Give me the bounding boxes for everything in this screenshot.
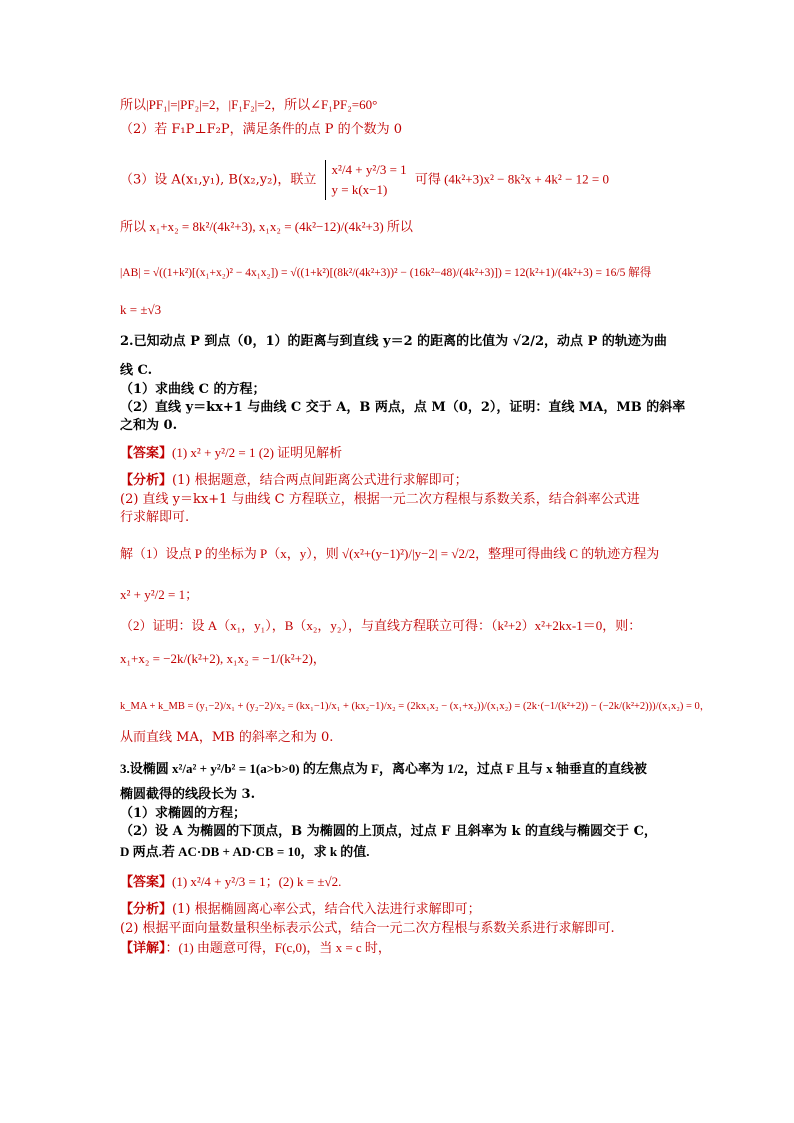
system-eq-1: x²/4 + y²/3 = 1 [331, 162, 407, 177]
text-span: （1）求椭圆的方程； [120, 806, 247, 821]
text-span: （1）求曲线 C 的方程； [120, 382, 266, 397]
detail-text: ：(1) 由题意可得，F(c,0)，当 x = c 时， [165, 940, 391, 955]
text-line [120, 160, 609, 200]
solution-2-line [120, 650, 326, 669]
analysis-3 [120, 901, 481, 919]
analysis-2-line [120, 509, 189, 527]
solution-text: x² + y²/2 = 1； [120, 587, 199, 602]
text-span: D 两点.若 AC·DB + AD·CB = 10，求 k 的值. [120, 844, 370, 859]
answer-text: (1) x² + y²/2 = 1 (2) 证明见解析 [172, 445, 343, 460]
answer-tag: 【答案】 [120, 875, 173, 890]
math-expression: 所以|PF₁|=|PF₂|=2，|F₁F₂|=2，所以∠F₁PF₂=60° [120, 97, 378, 112]
problem-2-q1 [120, 381, 265, 399]
analysis-2-line [120, 491, 640, 509]
analysis-text: (2) 根据平面向量数量积坐标表示公式，结合一元二次方程根与系数关系进行求解即可. [120, 921, 615, 936]
analysis-text: (1) 根据椭圆离心率公式，结合代入法进行求解即可； [172, 902, 481, 917]
solution-text: （2）证明：设 A（x₁，y₁），B（x₂，y₂），与直线方程联立可得：（k²+2）x²+2kx-1＝0，则： [120, 618, 642, 633]
analysis-text: (1) 根据题意，结合两点间距离公式进行求解即可； [172, 473, 468, 488]
analysis-tag: 【分析】 [120, 902, 173, 917]
text-line [120, 121, 402, 139]
text-span: 2.已知动点 P 到点（0，1）的距离与到直线 y＝2 的距离的比值为 √2/2，动点 P 的轨迹为曲 [120, 334, 667, 349]
math-expression: k = ±√3 [120, 302, 162, 317]
text-span: 线 C. [120, 363, 153, 378]
solution-text: k_MA + k_MB = (y₁−2)/x₁ + (y₂−2)/x₂ = (kx₁−1)/x₁ + (kx₂−1)/x₂ = (2kx₁x₂ − (x₁+x₂))/(x₁x₂) = (2k·(−1/(k²+2)) − (−2k/(k²+2)))/(x₁x₂) = 0， [120, 701, 711, 712]
analysis-3-line [120, 920, 615, 938]
solution-text: x₁+x₂ = −2k/(k²+2), x₁x₂ = −1/(k²+2)， [120, 651, 326, 666]
math-expression: |AB| = √((1+k²)[(x₁+x₂)² − 4x₁x₂]) = √((1+k²)[(8k²/(4k²+3))² − (16k²−48)/(4k²+3)]) = 12(k²+1)/(4k²+3) = 16/5 解得 [120, 267, 652, 279]
answer-2 [120, 444, 342, 463]
text-span: （2）设 A 为椭圆的下顶点，B 为椭圆的上顶点，过点 F 且斜率为 k 的直线与椭圆交于 C， [120, 824, 657, 839]
analysis-tag: 【分析】 [120, 473, 173, 488]
answer-tag: 【答案】 [120, 446, 173, 461]
solution-text: 从而直线 MA，MB 的斜率之和为 0. [120, 730, 334, 745]
problem-2-q2 [120, 399, 685, 417]
problem-3-stem [120, 760, 647, 779]
solution-2-line [120, 586, 198, 605]
text-span: 3.设椭圆 x²/a² + y²/b² = 1(a>b>0) 的左焦点为 F，离心率为 1/2，过点 F 且与 x 轴垂直的直线被 [120, 761, 647, 776]
detail-3 [120, 939, 391, 958]
solution-2-line [120, 545, 659, 564]
text-line [120, 218, 413, 237]
math-expression: 可得 (4k²+3)x² − 8k²x + 4k² − 12 = 0 [414, 171, 609, 187]
text-span: （2）直线 y＝kx+1 与曲线 C 交于 A，B 两点，点 M（0，2），证明：直线 MA，MB 的斜率 [120, 400, 686, 415]
answer-3 [120, 873, 341, 892]
text-span: 椭圆截得的线段长为 3. [120, 787, 256, 802]
system-eq-2: y = k(x−1) [331, 182, 388, 197]
solution-text: 解（1）设点 P 的坐标为 P（x，y），则 √(x²+(y−1)²)/|y−2| = √2/2，整理可得曲线 C 的轨迹方程为 [120, 546, 660, 561]
solution-2-line [120, 617, 641, 636]
text-span: （3）设 A(x₁,y₁), B(x₂,y₂)，联立 [120, 172, 317, 188]
answer-text: (1) x²/4 + y²/3 = 1；(2) k = ±√2. [172, 874, 342, 889]
problem-2-stem [120, 333, 667, 351]
analysis-text: 行求解即可. [120, 510, 190, 525]
math-expression: 所以 x₁+x₂ = 8k²/(4k²+3), x₁x₂ = (4k²−12)/(4k²+3) 所以 [120, 219, 413, 234]
problem-3-q2-cont [120, 843, 370, 862]
analysis-text: (2) 直线 y＝kx+1 与曲线 C 方程联立，根据一元二次方程根与系数关系，结合斜率公式进 [120, 492, 640, 507]
analysis-2 [120, 472, 468, 490]
problem-3-q2 [120, 823, 657, 841]
text-line [120, 263, 651, 282]
text-line [120, 96, 377, 115]
problem-3-q1 [120, 805, 246, 823]
solution-2-line [120, 729, 333, 747]
equation-system [325, 160, 407, 200]
problem-3-stem-cont [120, 786, 255, 804]
solution-2-line [120, 697, 710, 716]
text-line [120, 301, 161, 320]
problem-2-q2-cont [120, 417, 177, 435]
problem-2-stem-cont [120, 362, 152, 380]
detail-tag: 【详解】 [120, 941, 166, 956]
text-span: （2）若 F₁P⊥F₂P，满足条件的点 P 的个数为 0 [120, 122, 403, 137]
text-span: 之和为 0. [120, 418, 178, 433]
